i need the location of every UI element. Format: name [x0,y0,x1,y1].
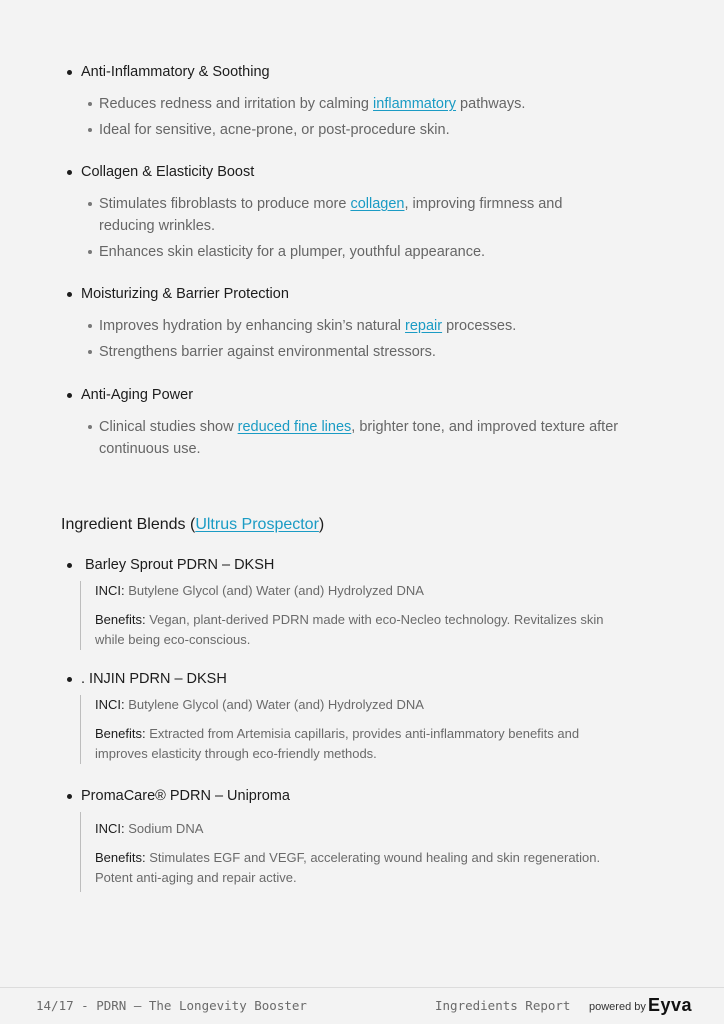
blend-title: . INJIN PDRN – DKSH [61,669,641,689]
blend-title: PromaCare® PDRN – Uniproma [61,786,641,806]
benefit-group [61,61,619,141]
benefit-item: Strengthens barrier against environmental stressors. [61,341,619,363]
blend-item [61,669,641,761]
benefit-item: Ideal for sensitive, acne-prone, or post-procedure skin. [61,119,619,141]
benefit-title: Anti-Inflammatory & Soothing [61,61,619,83]
inci-line: INCI: Butylene Glycol (and) Water (and) Hydrolyzed DNA [95,583,424,598]
benefit-item: Enhances skin elasticity for a plumper, youthful appearance. [61,241,619,263]
benefits-line: Benefits: Extracted from Artemisia capillaris, provides anti-inflammatory benefits and improves elasticity through eco-friendly methods. [95,726,580,761]
blend-item [61,786,641,885]
section-heading: Ingredient Blends (Ultrus Prospector) [61,516,325,533]
benefit-title: Anti-Aging Power [61,384,619,406]
blend-details [80,812,615,892]
blend-details [80,581,615,650]
benefit-item: Improves hydration by enhancing skin’s natural repair processes. [61,315,619,337]
reduced-fine-lines-link[interactable]: reduced fine lines [237,419,352,435]
inci-line: INCI: Butylene Glycol (and) Water (and) Hydrolyzed DNA [95,697,424,712]
benefit-item: Clinical studies show reduced fine lines, brighter tone, and improved texture after continuous use. [61,416,619,460]
eyva-logo: Eyva [648,995,693,1015]
powered-by-label: powered by [589,1001,646,1013]
benefit-group [61,161,619,263]
collagen-link[interactable]: collagen [350,196,405,212]
blend-title: Barley Sprout PDRN – DKSH [61,555,641,575]
footer-section-label: Ingredients Report [435,998,571,1013]
repair-link[interactable]: repair [405,318,443,334]
footer-page-label: 14/17 - PDRN – The Longevity Booster [36,998,307,1013]
benefit-title: Collagen & Elasticity Boost [61,161,619,183]
blend-item [61,555,641,647]
benefit-group [61,384,619,460]
inci-line: INCI: Sodium DNA [95,821,204,836]
ultrus-prospector-link[interactable]: Ultrus Prospector [195,516,319,533]
blend-details [80,695,615,764]
benefit-item: Stimulates fibroblasts to produce more collagen, improving firmness and reducing wrinkles. [61,193,619,237]
footer-divider [0,987,724,988]
benefit-item: Reduces redness and irritation by calming inflammatory pathways. [61,93,619,115]
benefit-title: Moisturizing & Barrier Protection [61,283,619,305]
inflammatory-link[interactable]: inflammatory [373,96,457,112]
benefit-group [61,283,619,363]
benefits-line: Benefits: Vegan, plant-derived PDRN made with eco-Necleo technology. Revitalizes skin while being eco-conscious. [95,612,604,647]
benefits-line: Benefits: Stimulates EGF and VEGF, accelerating wound healing and skin regeneration. Potent anti-aging and repair active. [95,850,601,885]
